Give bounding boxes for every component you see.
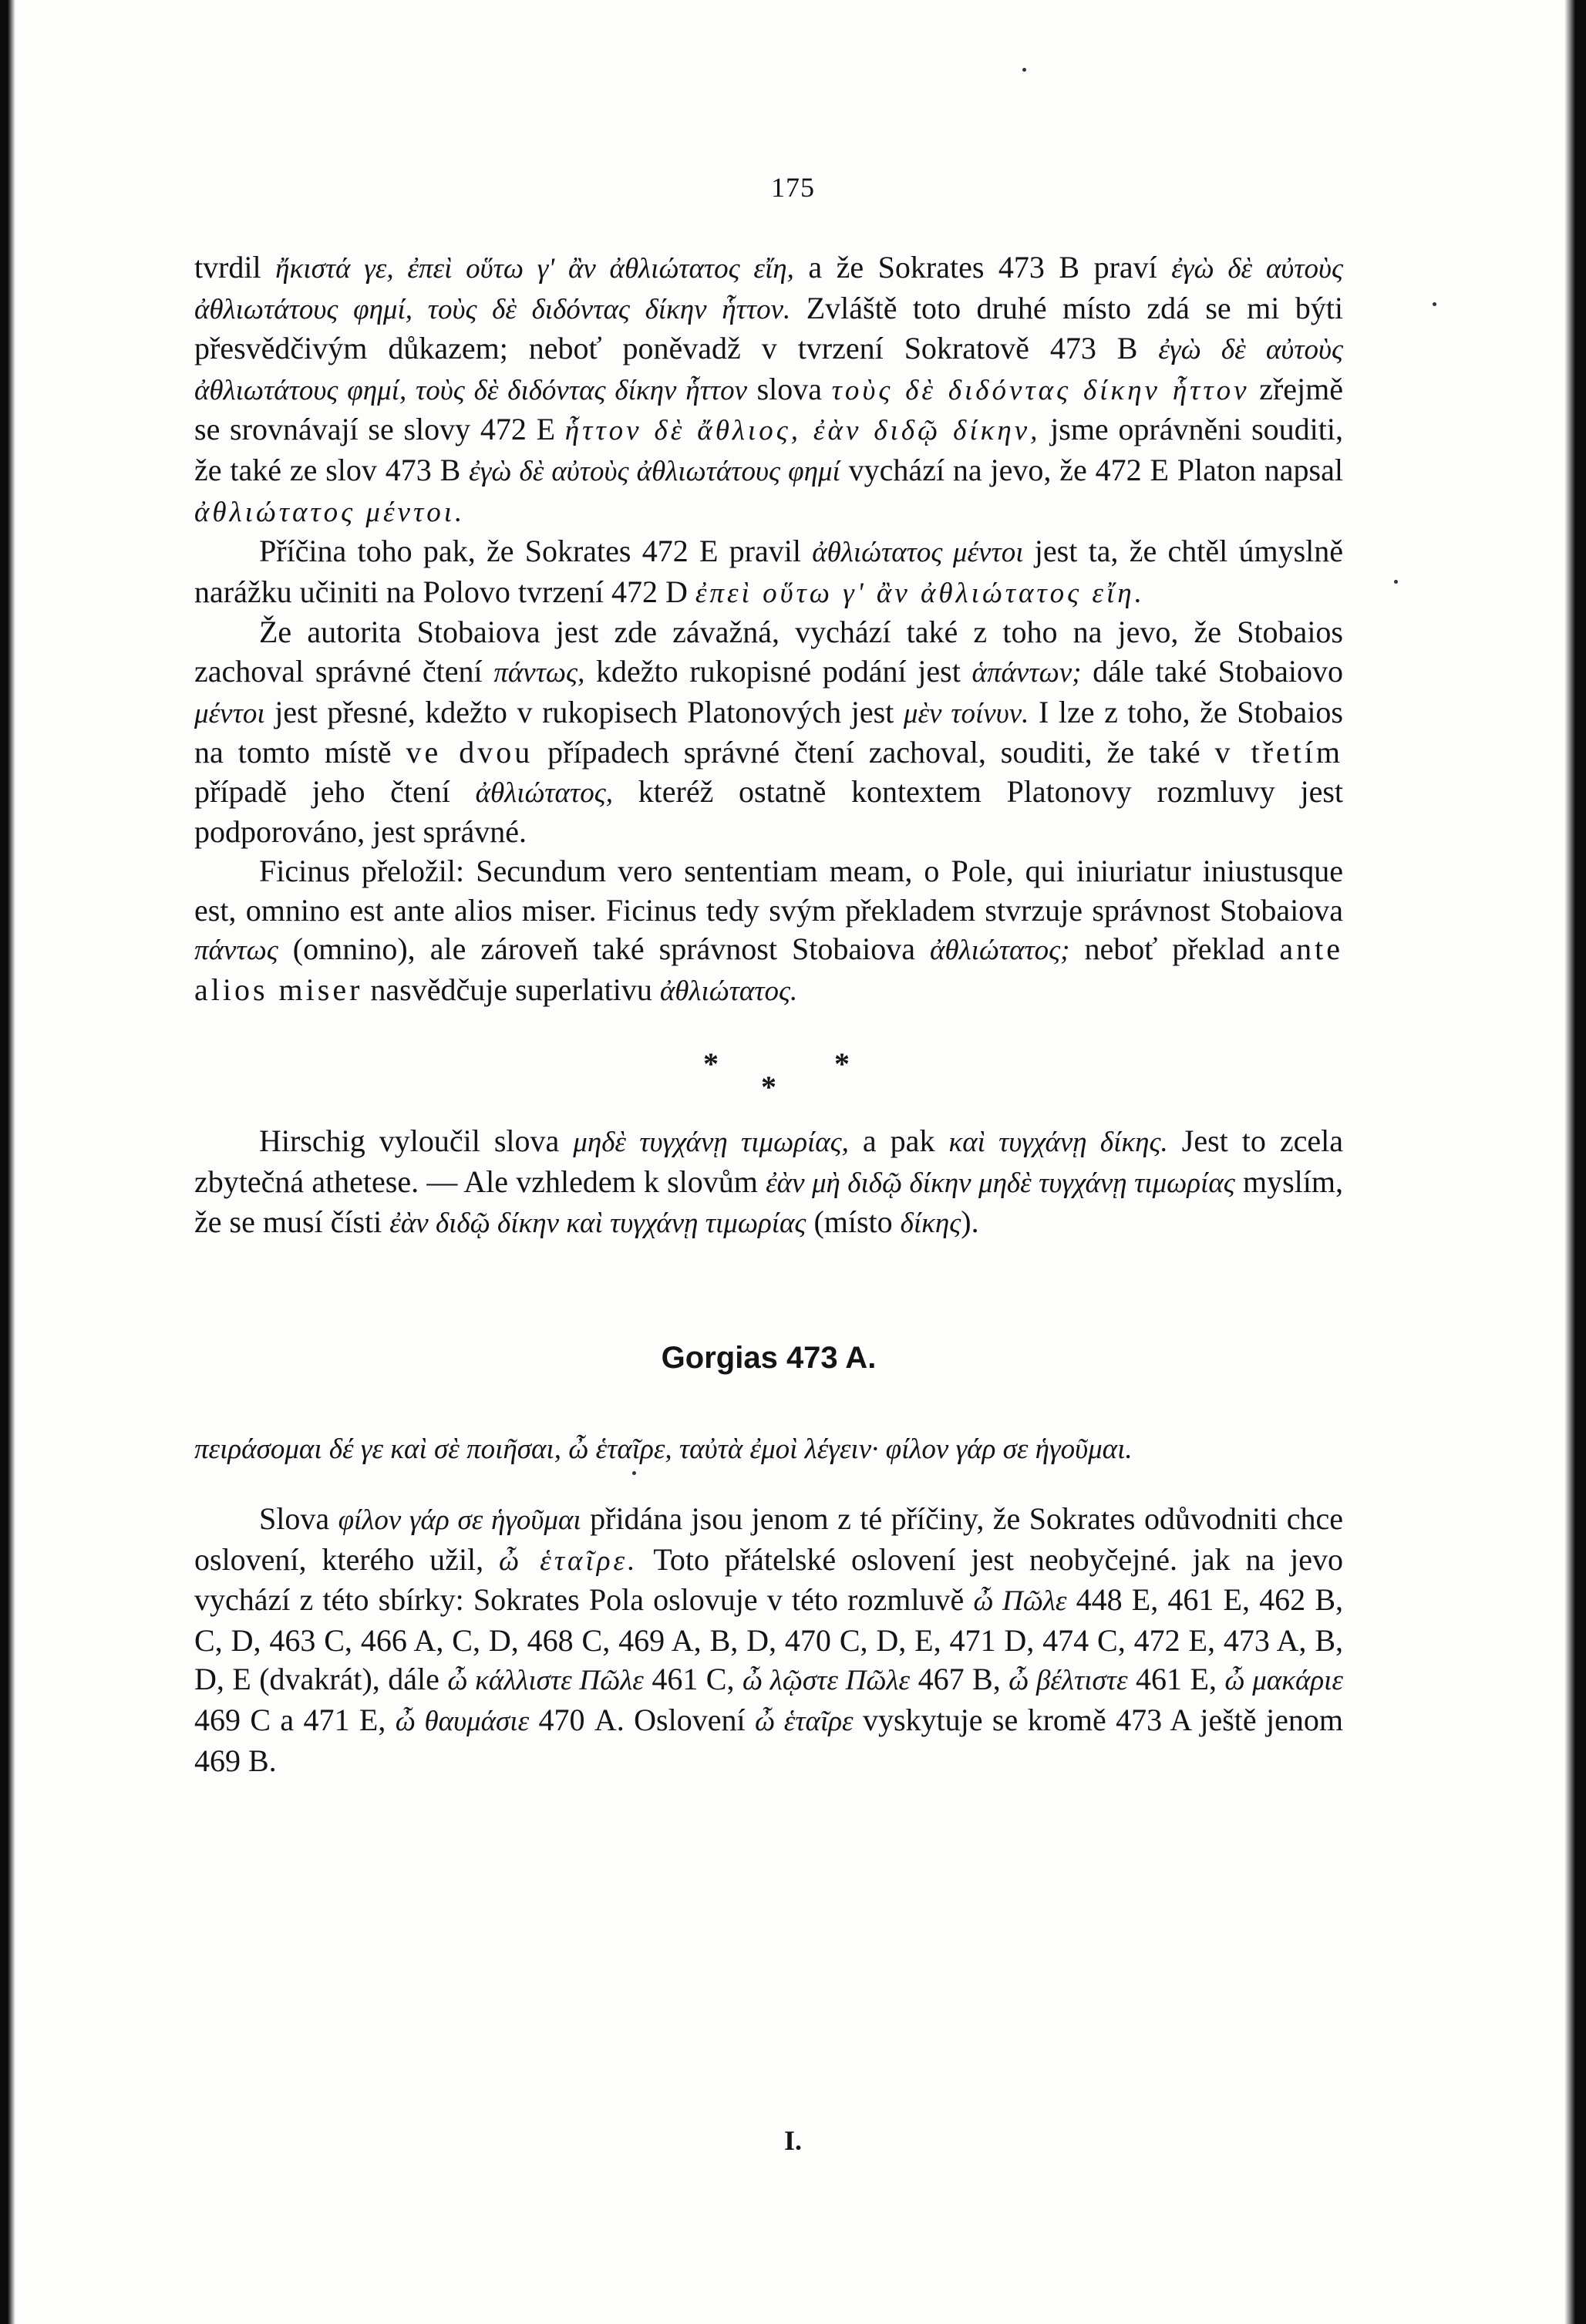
- greek-quote: ὦ λῷστε Πῶλε: [742, 1665, 911, 1697]
- paragraph-6: Slova φίλον γάρ σε ἡγοῦμαι přidána jsou jenom z té příčiny, že Sokrates odůvodniti chce oslovení, kterého užil, ὦ ἑταῖρε. Toto přátelské oslovení jest neobyčejné. jak na jevo vychází z této sbírky: Sokrates Pola oslovuje v této rozmluvě ὦ Πῶλε 448 E, 461 E, 462 B, C, D, 463 C, 466 A, C, D, 468 C, 469 A, B, D, 470 C, D, E, 471 D, 474 C, 472 E, 473 A, B, D, E (dvakrát), dále ὦ κάλλιστε Πῶλε 461 C, ὦ λῷστε Πῶλε 467 B, ὦ βέλτιστε 461 E, ὦ μακάριε 469 C a 471 E, ὦ θαυμάσιε 470 A. Oslovení ὦ ἑταῖρε vyskytuje se kromě 473 A ještě jenom 469 B.: [194, 1501, 1344, 1778]
- greek-quote: ὦ βέλτιστε: [1009, 1665, 1128, 1697]
- greek-quote: ἐπεὶ οὕτω γ' ἂν ἀθλιώτατος εἴη.: [695, 577, 1145, 609]
- greek-quote: ὦ μακάριε: [1224, 1665, 1344, 1697]
- greek-quote: φίλον γάρ σε ἡγοῦμαι: [338, 1504, 581, 1537]
- asterisk: *: [761, 1069, 776, 1105]
- greek-quote: ἐὰν μὴ διδῷ δίκην μηδὲ τυγχάνῃ τιμωρίας: [766, 1167, 1235, 1199]
- greek-quote: ἁπάντων;: [971, 656, 1082, 689]
- asterisk: *: [703, 1046, 719, 1082]
- greek-quote: ἀθλιώτατος;: [930, 935, 1070, 967]
- greek-quote: ἀθλιώτατος,: [475, 776, 613, 809]
- greek-quote: πάντως: [194, 935, 278, 967]
- section-heading: Gorgias 473 A.: [661, 1341, 877, 1376]
- section-divider-asterisks: [194, 1037, 1343, 1122]
- greek-quote: ὦ ἑταῖρε: [754, 1706, 854, 1738]
- scan-right-edge: [1564, 0, 1586, 2324]
- greek-quote: ἐγὼ δὲ αὐτοὺς ἀθλιωτάτους φημί, τοὺς δὲ διδόντας δίκην ἧττον.: [194, 253, 1343, 325]
- greek-quote: καὶ τυγχάνῃ δίκης.: [948, 1127, 1168, 1159]
- greek-quote: ἐγὼ δὲ αὐτοὺς ἀθλιωτάτους φημί, τοὺς δὲ διδόντας δίκην ἧττον: [194, 334, 1343, 406]
- greek-quote: ὦ Πῶλε: [973, 1585, 1067, 1618]
- greek-quote: μέντοι: [194, 697, 265, 729]
- greek-quote: ὦ κάλλιστε Πῶλε: [447, 1665, 644, 1697]
- page-number: 175: [771, 172, 815, 203]
- greek-quote: ἀθλιώτατος.: [659, 975, 798, 1007]
- greek-quote: ἐγὼ δὲ αὐτοὺς ἀθλιωτάτους φημί: [469, 455, 840, 487]
- paragraph-2: Příčina toho pak, že Sokrates 472 E pravil ἀθλιώτατος μέντοι jest ta, že chtěl úmyslně narážku učiniti na Polovo tvrzení 472 D ἐπεὶ οὕτω γ' ἂν ἀθλιώτατος εἴη.: [194, 534, 1344, 609]
- paragraph-1: tvrdil ἤκιστά γε, ἐπεὶ οὕτω γ' ἂν ἀθλιώτατος εἴη, a že Sokrates 473 B praví ἐγὼ δὲ αὐτοὺς ἀθλιωτάτους φημί, τοὺς δὲ διδόντας δίκην ἧττον. Zvláště toto druhé místo zdá se mi býti přesvědčivým důkazem; neboť poněvadž v tvrzení Sokratově 473 B ἐγὼ δὲ αὐτοὺς ἀθλιωτάτους φημί, τοὺς δὲ διδόντας δίκην ἧττον slova τοὺς δὲ διδόντας δίκην ἧττον zřejmě se srovnávají se slovy 472 E ἧττον δὲ ἄθλιος, ἐὰν διδῷ δίκην, jsme oprávněni souditi, že také ze slov 473 B ἐγὼ δὲ αὐτοὺς ἀθλιωτάτους φημί vychází na jevo, že 472 E Platon napsal ἀθλιώτατος μέντοι.: [194, 250, 1344, 528]
- asterisk: *: [834, 1046, 850, 1082]
- greek-quote: πάντως,: [493, 656, 585, 689]
- spaced-emphasis: v třetím: [1214, 735, 1343, 770]
- spaced-emphasis: ante alios miser: [194, 931, 1343, 1007]
- greek-quote: ἀθλιώτατος μέντοι.: [194, 496, 466, 528]
- block-quote-greek: πειράσομαι δέ γε καὶ σὲ ποιῆσαι, ὦ ἑταῖρε, ταὐτὰ ἐμοὶ λέγειν· φίλον γάρ σε ἡγοῦμαι.: [194, 1433, 1133, 1466]
- page-body: [194, 248, 1343, 1780]
- greek-quote: ἤκιστά γε, ἐπεὶ οὕτω γ' ἂν ἀθλιώτατος εἴη,: [275, 253, 794, 285]
- paragraph-3: Že autorita Stobaiova jest zde závažná, vychází také z toho na jevo, že Stobaios zachoval správné čtení πάντως, kdežto rukopisné podání jest ἁπάντων; dále také Stobaiovo μέντοι jest přesné, kdežto v rukopisech Platonových jest μὲν τοίνυν. I lze z toho, že Stobaios na tomto místě ve dvou případech správné čtení zachoval, souditi, že také v třetím případě jeho čtení ἀθλιώτατος, kteréž ostatně kontextem Platonovy rozmluvy jest podporováno, jest správné.: [194, 615, 1343, 850]
- paragraph-5: Hirschig vyloučil slova μηδὲ τυγχάνῃ τιμωρίας, a pak καὶ τυγχάνῃ δίκης. Jest to zcela zbytečná athetese. — Ale vzhledem k slovům ἐὰν μὴ διδῷ δίκην μηδὲ τυγχάνῃ τιμωρίας myslím, že se musí čísti ἐὰν διδῷ δίκην καὶ τυγχάνῃ τιμωρίας (místo δίκης).: [194, 1123, 1344, 1240]
- paragraph-4: Ficinus přeložil: Secundum vero sententiam meam, o Pole, qui iniuriatur iniustusque est, omnino est ante alios miser. Ficinus tedy svým překladem stvrzuje správnost Stobaiova πάντως (omnino), ale zároveň také správnost Stobaiova ἀθλιώτατος; neboť překlad ante alios miser nasvědčuje superlativu ἀθλιώτατος.: [194, 853, 1343, 1007]
- greek-quote: τοὺς δὲ διδόντας δίκην ἧττον: [831, 374, 1250, 406]
- greek-quote: ὦ θαυμάσιε: [395, 1706, 530, 1738]
- greek-quote: ἧττον δὲ ἄθλιος, ἐὰν διδῷ δίκην,: [564, 415, 1041, 447]
- greek-quote: ἀθλιώτατος μέντοι: [812, 537, 1024, 569]
- scan-left-edge: [0, 0, 15, 2324]
- greek-quote: ὦ ἑταῖρε.: [499, 1544, 638, 1577]
- signature-mark: I.: [783, 2125, 802, 2156]
- spaced-emphasis: ve dvou: [406, 735, 534, 770]
- greek-quote: μὲν τοίνυν.: [903, 697, 1029, 729]
- greek-quote: μηδὲ τυγχάνῃ τιμωρίας,: [573, 1127, 849, 1159]
- greek-quote: ἐὰν διδῷ δίκην καὶ τυγχάνῃ τιμωρίας: [389, 1207, 806, 1240]
- greek-quote: δίκης: [900, 1207, 961, 1240]
